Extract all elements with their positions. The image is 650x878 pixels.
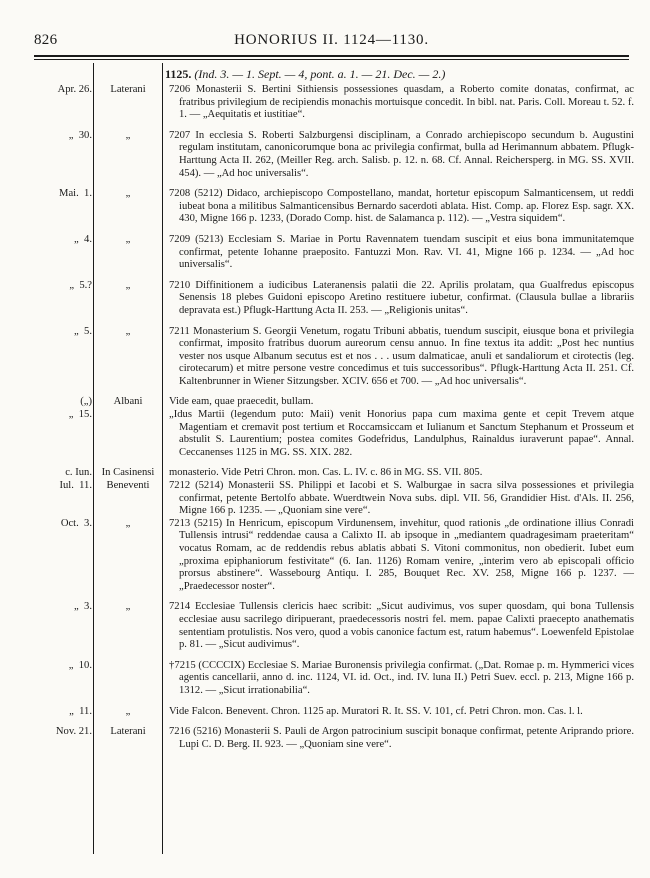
entry-text: †7215 (CCCCIX) Ecclesiae S. Mariae Buronensis privilegia confirmat. („Dat. Romae p. m. Hymmerici vices agentis cancellarii, anno d. inc. 1124, VI. id. Oct., ind. IV. luna II.) Petri Suev. eccl. p. 213, Migne 166 p. 1312. — „Sicut irrationabilia“. [169,659,634,696]
entry-date: Nov. 21. [55,726,92,738]
entry-date: „ 5. [74,325,92,337]
entry-text: 7214 Ecclesiae Tullensis clericis haec scribit: „Sicut audivimus, vos super quosdam, qui bona Tullensis ecclesiae ausu sacrilego diripuerant, praedecessoris nostri fel. mem. papae Calixti praecepto anathematis sententiam protulistis. Nos vero, quod a vobis canonice factum est, ratum habemus“. Loewenfeld Epistolae p. 81. — „Sicut audivimus“. [169,601,634,651]
entry-spacer [34,122,634,130]
entry-place: „ [125,188,131,200]
entry-place: In Casinensi [101,467,155,479]
entry-text: 7208 (5212) Didaco, archiepiscopo Compostellano, mandat, hortetur episcopum Salmanticensem, ut reddi iubeat bona a militibus Salmanticensibus Bernardo sacerdoti ablata. Hist. Comp. ap. Florez Esp. sagr. XX. 430, Migne 166 p. 1233, (Dorado Comp. hist. de Salamanca p. 112). — „Vestra siquidem“. [169,188,634,225]
entry-text: 7206 Monasterii S. Bertini Sithiensis possessiones quasdam, a Roberto comite donatas, confirmat, ac fratribus privilegium de recipiendis monachis mortuisque concedit. In bibl. nat. Paris. Coll. Moreau t. 52. f. 1. — „Aequitatis et iustitiae“. [169,84,634,121]
entry-spacer [34,593,634,601]
entry-date: „ 11. [69,705,92,717]
entry-place: Laterani [110,84,146,95]
entry-date: Iul. 11. [59,480,92,492]
register-entry [34,706,634,719]
entry-spacer [34,180,634,188]
register-entry [34,84,634,122]
header-rule-thin [34,59,629,60]
register-entry [34,326,634,389]
entry-text: 7210 Diffinitionem a iudicibus Lateranensis palatii die 22. Aprilis prolatam, qua Gualfredus episcopus Senensis 18 plebes Guidoni episcopo Aretino restituere iubetur, confirmat. (Clausula bullae a librariis depravata est.) Pflugk-Harttung Acta II. 253. — „Religionis unitas“. [169,279,634,316]
entry-text: Vide eam, quae praecedit, bullam. [169,396,314,408]
entry-text: Vide Falcon. Benevent. Chron. 1125 ap. Muratori R. It. SS. V. 101, cf. Petri Chron. mon. Cas. l. l. [169,705,583,717]
register-entry [34,188,634,226]
entry-spacer [34,318,634,326]
entry-place: „ [125,233,131,245]
entry-text: „Idus Martii (legendum puto: Maii) venit Honorius papa cum maxima gente et cepit Trevem atque Magentiam et cremavit post tertium et Roccamsiccam et Iulianum et Sanctum Stephanum et Prosseum et abstulit S. Laurentium; postea comites Godefridus, Landulphus, Rainaldus iuraverunt papae“. Annal. Ceccanenses 1125 in MG. SS. XIX. 282. [169,409,634,458]
entry-text: monasterio. Vide Petri Chron. mon. Cas. L. IV. c. 86 in MG. SS. VII. 805. [169,467,483,479]
entry-text: 7207 In ecclesia S. Roberti Salzburgensi disciplinam, a Conrado archiepiscopo secundum b. Augustini regulam institutam, canonicorumque bona ac privilegia confirmat, bulla ad Herimannum abbatem. Pflugk-Harttung Acta II. 262, (Meiller Reg. arch. Salisb. p. 12. n. 68. Cf. Annal. Reichersperg. in MG. SS. XVII. 454). — „Ad hoc universalis“. [169,129,634,179]
entry-date: „ 4. [74,233,92,245]
register-entry [34,280,634,318]
entry-spacer [34,698,634,706]
entry-date: „ 10. [68,659,92,671]
entry-date: Mai. 1. [59,188,92,200]
entry-text: 7212 (5214) Monasterii SS. Philippi et Iacobi et S. Walburgae in sacra silva possessiones et privilegia confirmat, petente Bertolfo abbate. Wuerdtwein Nova subs. dipl. VII. 56, Grandidier Hist. d'Als. II. 256, Migne 166 p. 1235. — „Quoniam sine vere“. [169,480,634,517]
register-entry [34,467,634,480]
register-entry [34,601,634,651]
register-entry [34,660,634,698]
entry-date: „ 5.? [69,279,92,291]
entry-place: Albani [113,396,143,408]
entry-place: „ [125,279,131,291]
indiction-note: (Ind. 3. — 1. Sept. — 4, pont. a. 1. — 21. Dec. — 2.) [194,67,446,81]
entry-date: Apr. 26. [57,84,92,95]
entry-date: c. Iun. [65,467,92,479]
entry-place: „ [125,705,131,717]
entry-place: Beneventi [106,480,150,492]
entry-place: „ [125,517,131,529]
entry-spacer [34,459,634,467]
entry-place: „ [125,601,131,613]
entry-date: „ 15. [68,409,92,421]
entry-place: „ [125,129,131,141]
year-heading [165,66,634,82]
running-title: HONORIUS II. 1124—1130. [234,32,429,48]
register-entry [34,130,634,180]
entry-spacer [34,226,634,234]
entry-date: „ 3. [74,601,92,613]
page-header [34,32,629,52]
year: 1125. [165,67,192,81]
entry-spacer [34,718,634,726]
register-entry [34,396,634,409]
entry-date: („) [80,396,92,408]
entry-text: 7213 (5215) In Henricum, episcopum Virdunensem, invehitur, quod rationis „de ordinatione illius Conradi Tullensis intrusi“ reddendae causa a Calixto II. ab ipsoque in „mediantem quadragesimam praeteritam“ vocatus Romam, ac de reddendis rebus ablatis abbati S. Vitoni commonitus, non obedierit. Iubet eum „proxima epiphaniorum festivitate“ (6. Ian. 1126) Romam venire, „interim vero ab episcopali officio prorsus abstinere“. Wassebourg Antiqu. I. 285, Bouquet Rec. XV. 258, Migne 166 p. 1237. — „Praedecessor noster“. [169,517,634,592]
register-entry [34,518,634,594]
register-entry [34,726,634,751]
entry-spacer [34,388,634,396]
register-entry [34,234,634,272]
entry-date: „ 30. [68,129,92,141]
entry-text: 7211 Monasterium S. Georgii Venetum, rogatu Tribuni abbatis, tuendum suscipit, eiusque bona et privilegia confirmat, imposito fratribus duorum aureorum censu annuo. In fine textus ita addit: „Post hec nuntius vester nos usque Albanum secutus est et nos . . . usum dalmaticae, anuli et sandaliorum et cirotectis (leg. cirotecarum) et mitre persone vestre concedimus et tuis successoribus“. Pflugk-Harttung Acta II. 251. Cf. Kaltenbrunner in Wiener Sitzungsber. XCIV. 656 et 700. — „Ad hoc universalis“. [169,325,634,387]
entry-place: Laterani [110,726,146,738]
header-rule-thick [34,55,629,57]
register-entry [34,409,634,459]
entry-text: 7209 (5213) Ecclesiam S. Mariae in Portu Ravennatem tuendam suscipit et eius bona immunitatemque confirmat, petente Iohanne praeposito. Fantuzzi Mon. Rav. VI. 41, Migne 166 p. 1234. — „Ad hoc universalis“. [169,233,634,271]
entry-spacer [34,652,634,660]
page-number: 826 [34,32,58,48]
entry-spacer [34,272,634,280]
register-entry [34,480,634,518]
entry-date: Oct. 3. [60,517,92,529]
entry-text: 7216 (5216) Monasterii S. Pauli de Argon patrocinium suscipit bonaque confirmat, petente Ariprando priore. Lupi C. D. Berg. II. 923. — „Quoniam sine vere“. [169,726,634,750]
entry-place: „ [125,325,131,337]
register-entries [34,66,634,751]
